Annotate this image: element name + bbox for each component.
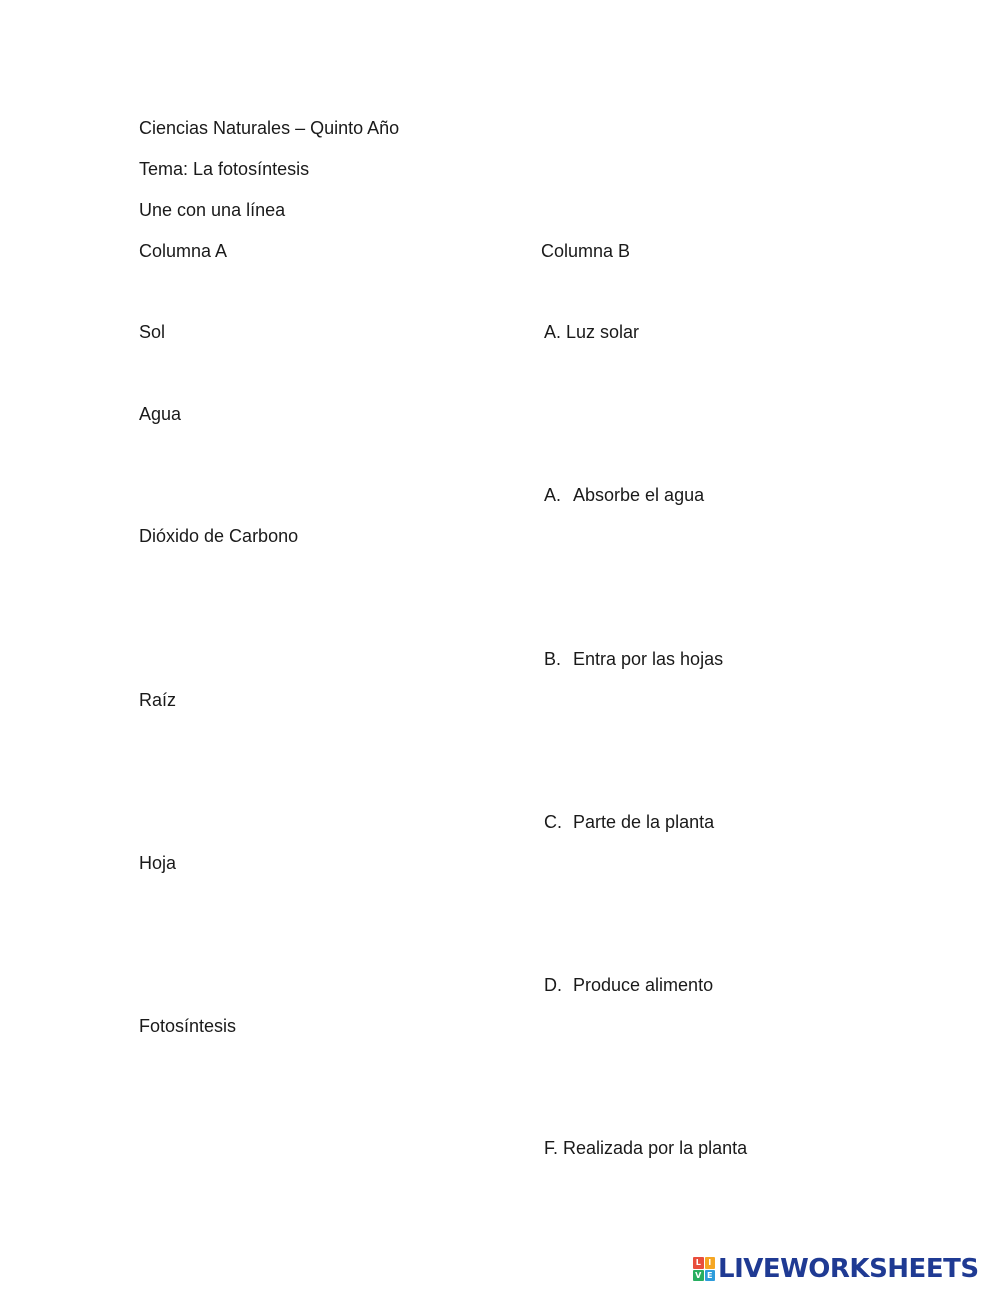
column-a-title: Columna A (139, 241, 228, 261)
column-b-item-text: Parte de la planta (573, 812, 715, 832)
column-b-item-text: Produce alimento (573, 975, 714, 995)
column-b-item[interactable] (544, 811, 714, 833)
column-b-item-text: Luz solar (566, 322, 640, 342)
badge-letter: L (693, 1257, 704, 1269)
column-b-item-letter: D. (544, 975, 562, 995)
column-b-item[interactable] (544, 974, 713, 996)
instruction-text: Une con una línea (139, 200, 286, 220)
badge-letter: V (693, 1270, 704, 1282)
column-b-item-letter: C. (544, 812, 562, 832)
column-b-item[interactable] (544, 648, 723, 670)
column-a-item[interactable]: Sol (139, 322, 166, 342)
column-b-item-letter: B. (544, 649, 562, 669)
column-a-item[interactable]: Raíz (139, 690, 177, 710)
liveworksheets-logo (693, 1255, 979, 1283)
column-a-item[interactable]: Dióxido de Carbono (139, 526, 299, 546)
logo-wordmark: LIVEWORKSHEETS (718, 1254, 979, 1284)
column-b-item-text: Entra por las hojas (573, 649, 724, 669)
column-b-item[interactable] (544, 1137, 747, 1159)
column-a-item[interactable]: Agua (139, 404, 182, 424)
badge-letter: I (705, 1257, 716, 1269)
column-a-item[interactable]: Fotosíntesis (139, 1016, 237, 1036)
column-b-item-text: Realizada por la planta (563, 1138, 748, 1158)
column-b-item-letter: A. (544, 485, 562, 505)
column-b-item[interactable] (544, 484, 704, 506)
column-b-item-letter: F. (544, 1138, 559, 1158)
column-a-item[interactable]: Hoja (139, 853, 177, 873)
topic-heading: Tema: La fotosíntesis (139, 159, 310, 179)
badge-letter: E (705, 1270, 716, 1282)
subject-heading: Ciencias Naturales – Quinto Año (139, 118, 400, 138)
column-b-item-text: Absorbe el agua (573, 485, 705, 505)
column-b-item-letter: A. (544, 322, 562, 342)
live-badge-icon (693, 1257, 715, 1281)
column-b-item[interactable] (544, 321, 639, 343)
column-b-title: Columna B (541, 241, 631, 261)
